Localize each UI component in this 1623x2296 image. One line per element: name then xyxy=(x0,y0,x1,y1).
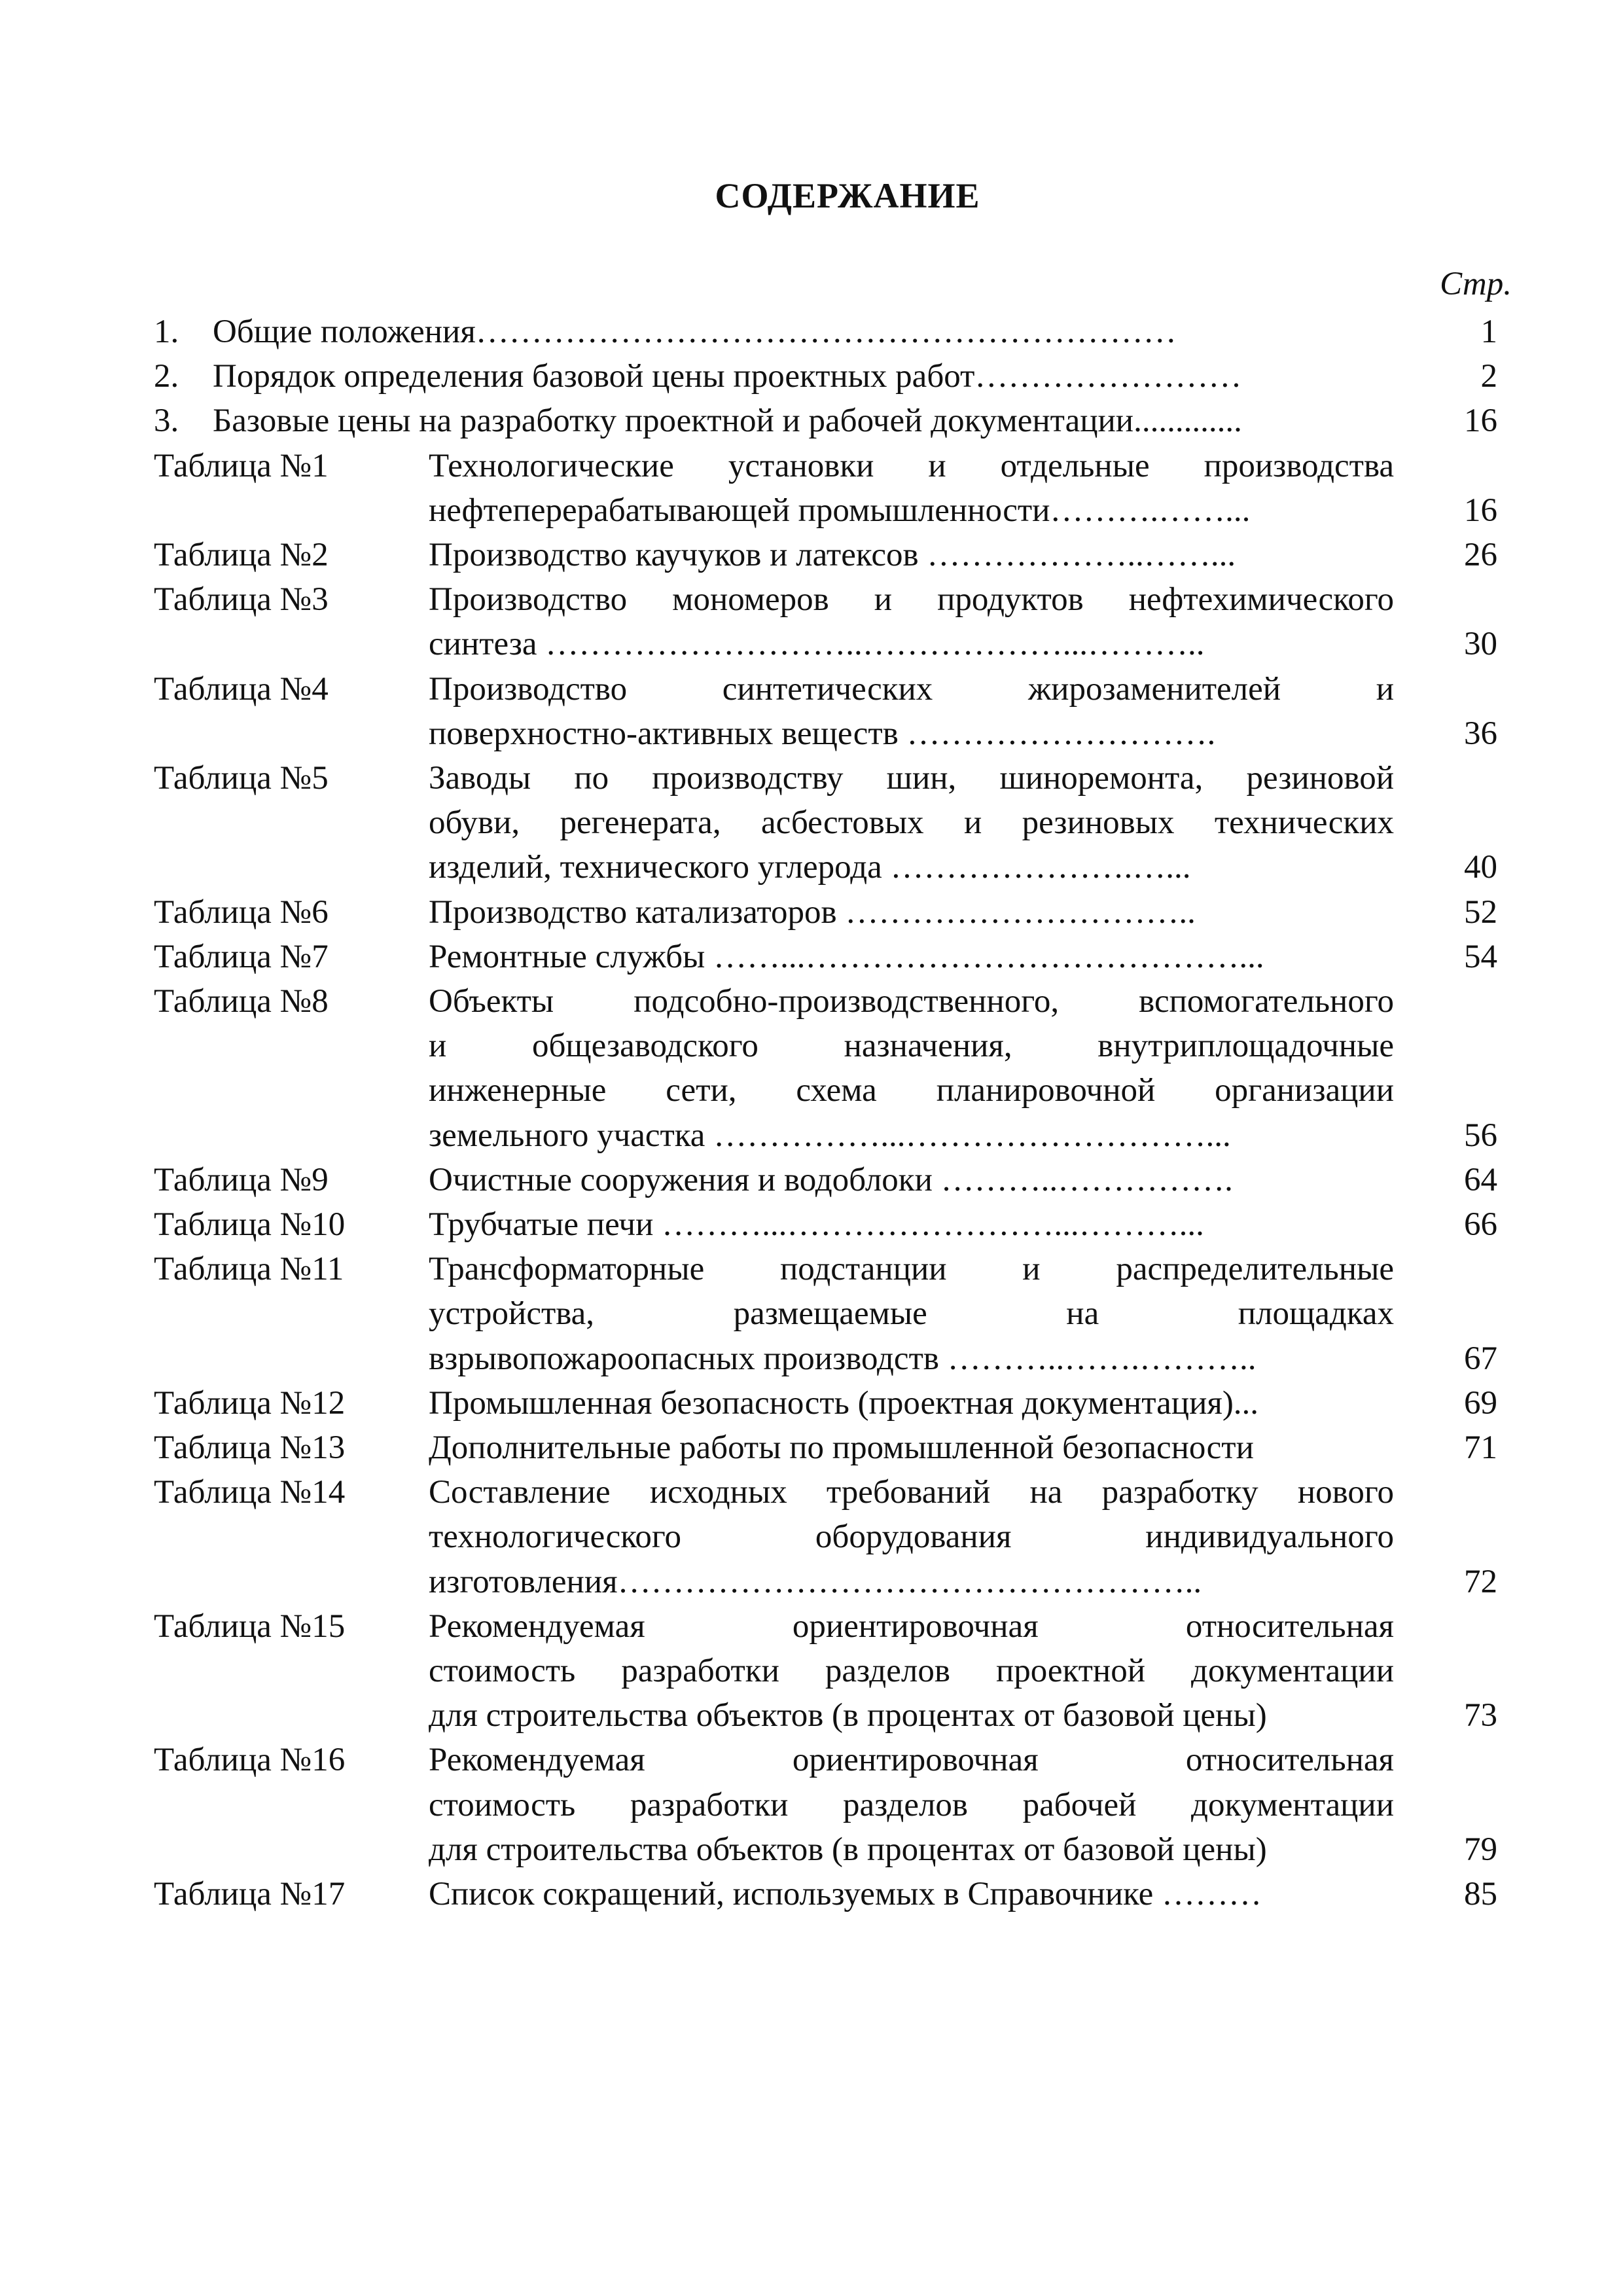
table-title-line: для строительства объектов (в процентах от базовой цены) xyxy=(429,1697,1267,1734)
table-label: Таблица №14 xyxy=(154,1474,346,1511)
table-title-line: технологического оборудования индивидуального xyxy=(429,1518,1394,1556)
table-title-line: Трансформаторные подстанции и распределительные xyxy=(429,1251,1394,1288)
table-title-line: изделий, технического углерода ………………….…... xyxy=(429,849,1191,886)
table-title-line: Производство мономеров и продуктов нефтехимического xyxy=(429,581,1394,619)
table-label: Таблица №3 xyxy=(154,581,329,619)
table-title-line: для строительства объектов (в процентах от базовой цены) xyxy=(429,1831,1267,1868)
table-title-line: инженерные сети, схема планировочной организации xyxy=(429,1072,1394,1109)
table-title-line: Производство каучуков и латексов ………………..……... xyxy=(429,537,1236,573)
table-title-line: Очистные сооружения и водоблоки ………..……………. xyxy=(429,1161,1233,1198)
page-number: 79 xyxy=(1464,1831,1497,1868)
table-title-line: Промышленная безопасность (проектная документация)... xyxy=(429,1384,1259,1422)
table-title-line: изготовления…………………………………………….. xyxy=(429,1563,1202,1600)
section-number: 3. xyxy=(154,403,179,440)
page-number: 64 xyxy=(1464,1161,1497,1198)
section-number: 1. xyxy=(154,314,179,350)
table-label: Таблица №11 xyxy=(154,1251,344,1288)
table-title-line: Производство синтетических жирозаменителей и xyxy=(429,670,1394,708)
table-label: Таблица №4 xyxy=(154,670,329,708)
table-title-line: Составление исходных требований на разработку нового xyxy=(429,1474,1394,1511)
section-title: Общие положения……………………………………………………… xyxy=(213,314,1177,350)
page-number: 73 xyxy=(1464,1697,1497,1734)
section-title: Базовые цены на разработку проектной и рабочей документации............. xyxy=(213,403,1242,440)
table-title-line: Производство катализаторов ………………………….. xyxy=(429,893,1196,931)
table-title-line: и общезаводского назначения, внутриплощадочные xyxy=(429,1028,1394,1065)
table-title-line: обуви, регенерата, асбестовых и резиновых технических xyxy=(429,804,1394,842)
page-number: 16 xyxy=(1464,403,1497,440)
section-number: 2. xyxy=(154,358,179,395)
table-label: Таблица №16 xyxy=(154,1742,346,1779)
table-label: Таблица №7 xyxy=(154,938,329,975)
table-title-line: стоимость разработки разделов рабочей документации xyxy=(429,1786,1394,1823)
table-label: Таблица №1 xyxy=(154,447,329,484)
page-column-header: Стр. xyxy=(1440,266,1512,302)
page-number: 72 xyxy=(1464,1563,1497,1600)
table-title-line: Заводы по производству шин, шиноремонта, резиновой xyxy=(429,760,1394,797)
table-label: Таблица №2 xyxy=(154,537,329,573)
table-label: Таблица №17 xyxy=(154,1876,346,1912)
table-title-line: Трубчатые печи ………...……………………...………... xyxy=(429,1206,1204,1243)
page-number: 67 xyxy=(1464,1340,1497,1377)
table-title-line: Рекомендуемая ориентировочная относительная xyxy=(429,1742,1394,1779)
table-title-line: Дополнительные работы по промышленной безопасности xyxy=(429,1429,1254,1466)
page-number: 85 xyxy=(1464,1876,1497,1912)
page-number: 1 xyxy=(1480,314,1497,350)
table-label: Таблица №13 xyxy=(154,1429,346,1466)
page-number: 52 xyxy=(1464,893,1497,931)
page-number: 54 xyxy=(1464,938,1497,975)
page-number: 40 xyxy=(1464,849,1497,886)
page-number: 30 xyxy=(1464,626,1497,663)
table-title-line: Объекты подсобно-производственного, вспомогательного xyxy=(429,983,1394,1020)
table-title-line: синтеза ………………………..………………...……….. xyxy=(429,626,1205,663)
section-title: Порядок определения базовой цены проектных работ…………………… xyxy=(213,358,1242,395)
table-label: Таблица №6 xyxy=(154,893,329,931)
table-title-line: устройства, размещаемые на площадках xyxy=(429,1295,1394,1333)
table-title-line: поверхностно-активных веществ ………………………. xyxy=(429,715,1216,752)
page-number: 26 xyxy=(1464,537,1497,573)
table-label: Таблица №5 xyxy=(154,760,329,797)
page-number: 56 xyxy=(1464,1117,1497,1154)
table-label: Таблица №8 xyxy=(154,983,329,1020)
page-number: 71 xyxy=(1464,1429,1497,1466)
table-title-line: Технологические установки и отдельные производства xyxy=(429,447,1394,484)
table-title-line: Список сокращений, используемых в Справочнике ……… xyxy=(429,1876,1262,1912)
page-number: 36 xyxy=(1464,715,1497,752)
table-title-line: земельного участка ……………...………………………... xyxy=(429,1117,1231,1154)
table-title-line: Ремонтные службы ……...…………………………………... xyxy=(429,938,1264,975)
table-label: Таблица №12 xyxy=(154,1384,346,1422)
page-title: СОДЕРЖАНИЕ xyxy=(715,176,980,215)
table-label: Таблица №10 xyxy=(154,1206,346,1243)
page-number: 66 xyxy=(1464,1206,1497,1243)
table-title-line: Рекомендуемая ориентировочная относительная xyxy=(429,1607,1394,1645)
table-title-line: взрывопожароопасных производств ………..…….……….. xyxy=(429,1340,1257,1377)
table-title-line: нефтеперерабатывающей промышленности……….……... xyxy=(429,492,1251,529)
table-label: Таблица №15 xyxy=(154,1607,346,1645)
page-number: 69 xyxy=(1464,1384,1497,1422)
page-number: 16 xyxy=(1464,492,1497,529)
table-label: Таблица №9 xyxy=(154,1161,329,1198)
page-number: 2 xyxy=(1480,358,1497,395)
table-title-line: стоимость разработки разделов проектной документации xyxy=(429,1653,1394,1689)
